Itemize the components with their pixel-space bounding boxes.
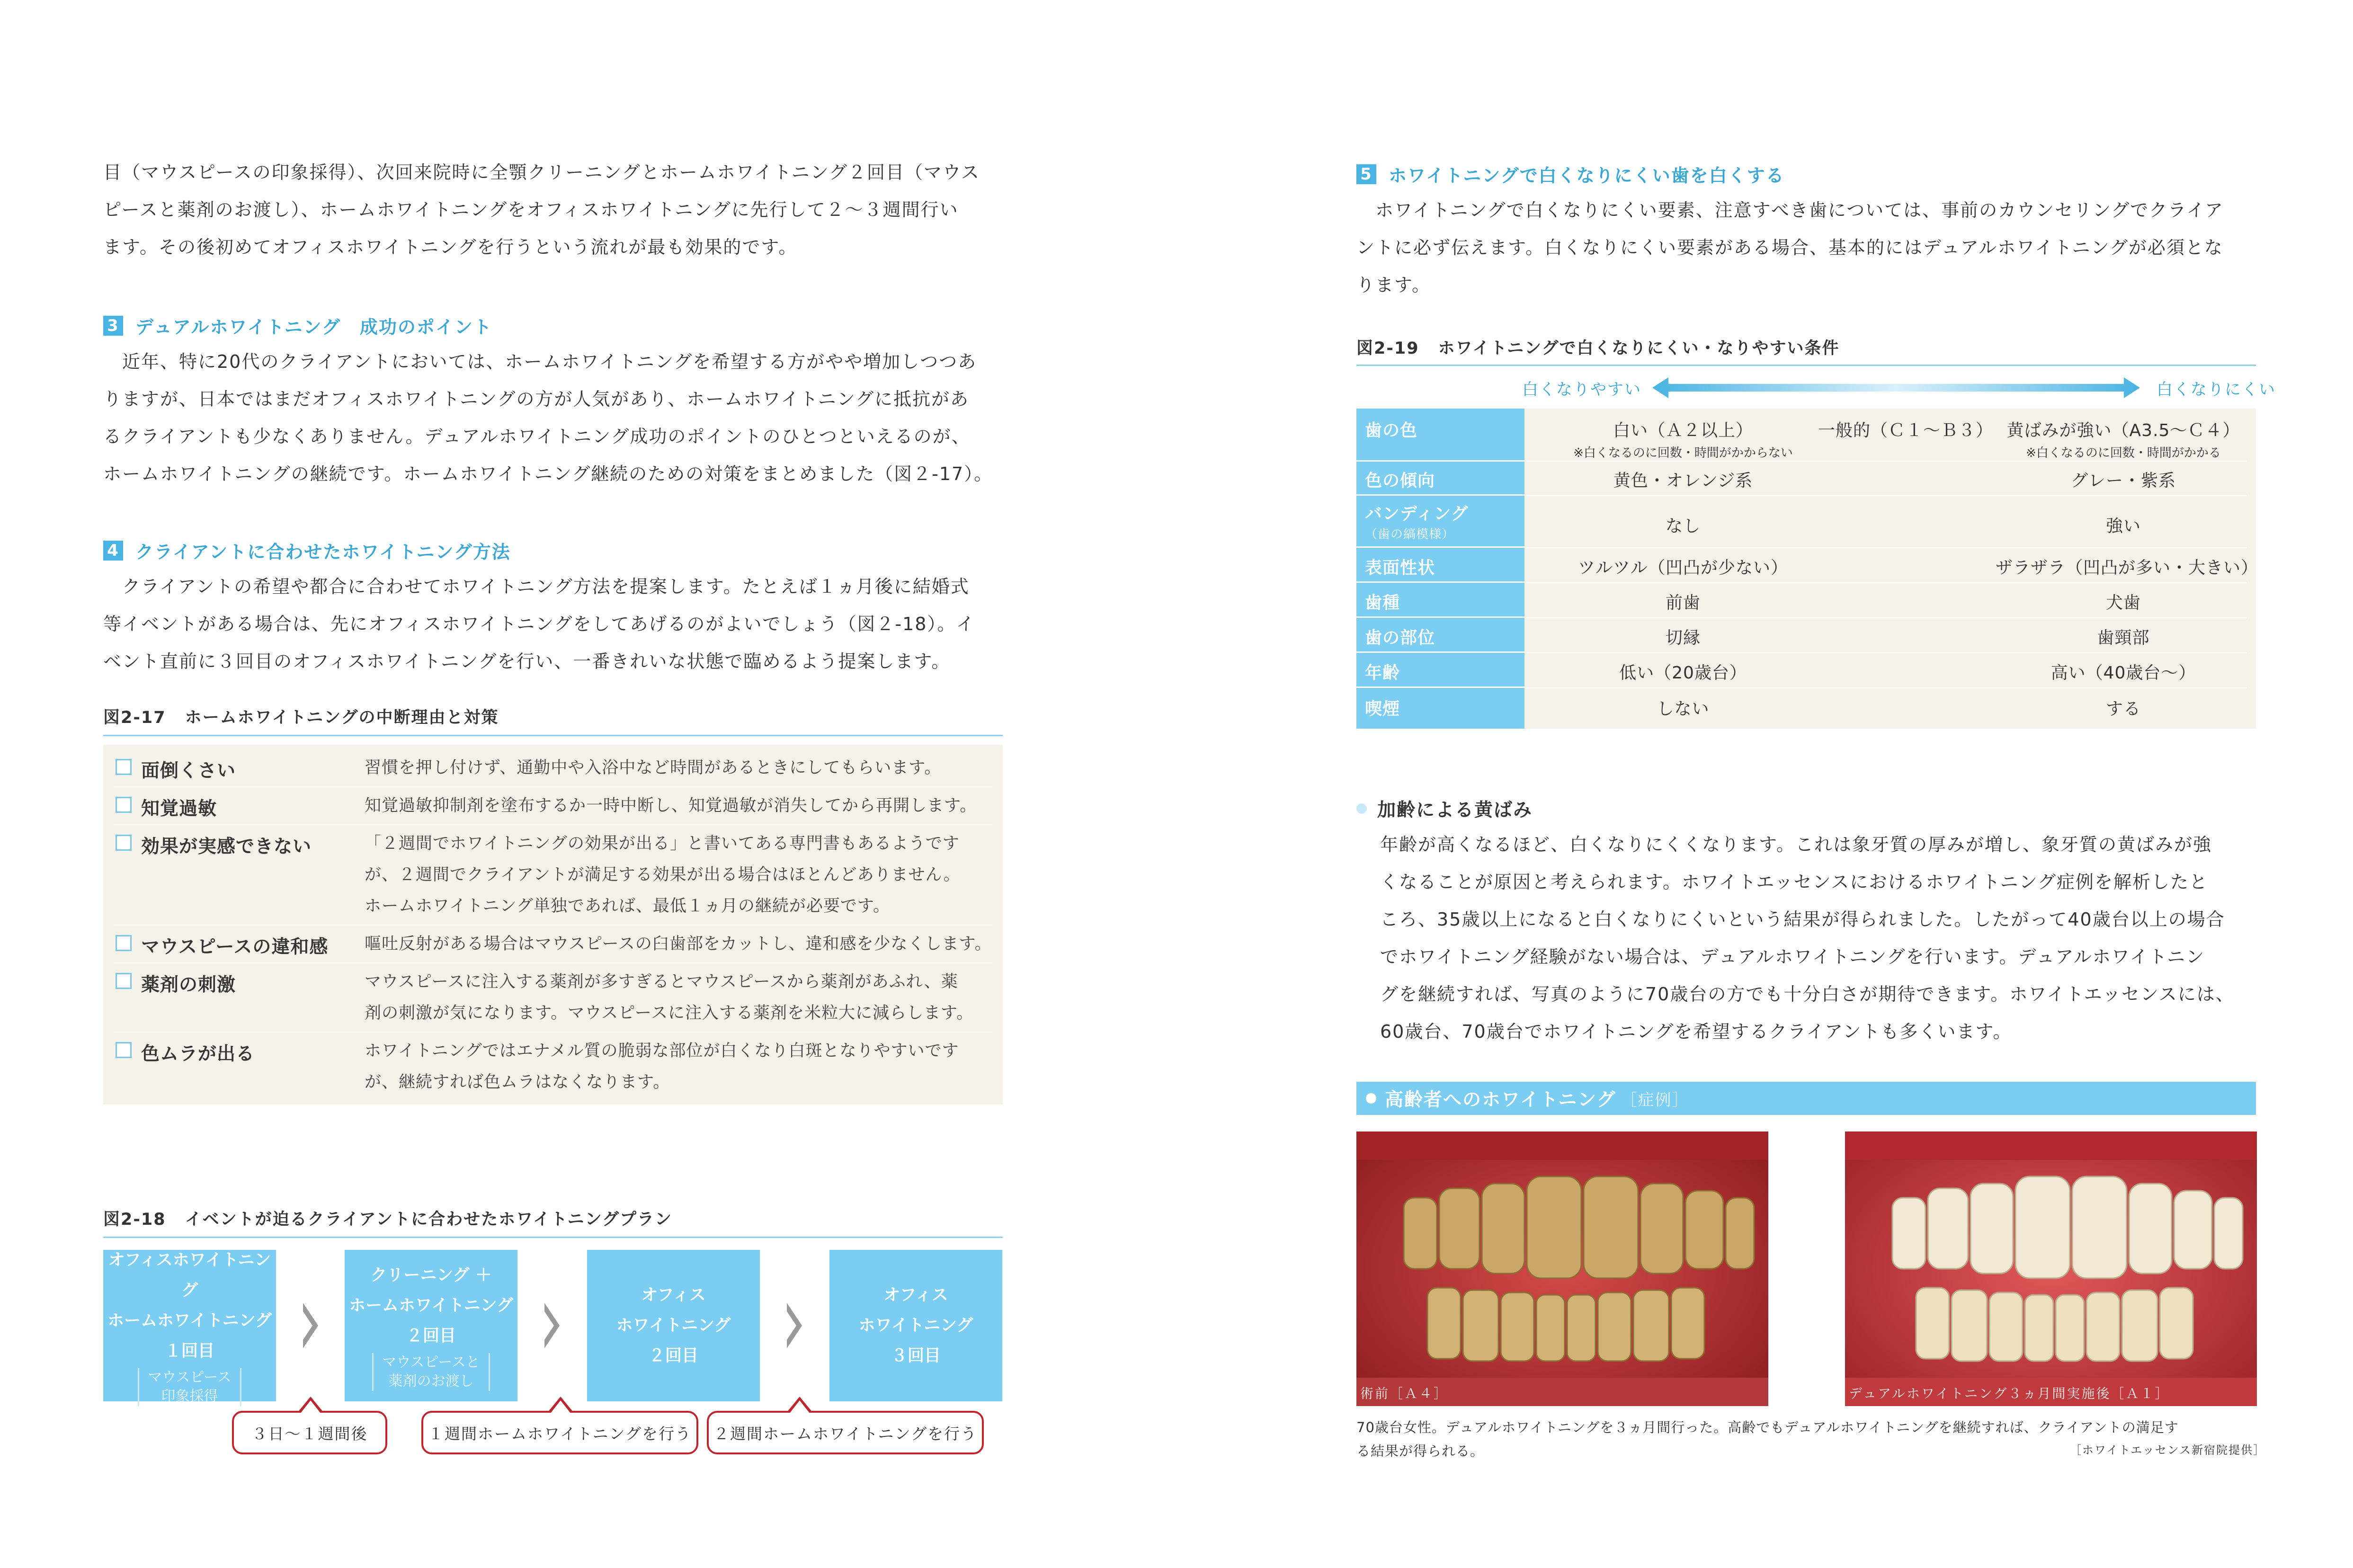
aging-body: 年齢が高くなるほど、白くなりにくくなります。これは象牙質の厚みが増し、象牙質の黄ばみが強 くなることが原因と考えられます。ホワイトエッセンスにおけるホワイトニング症例を解析したと ころ、35歳以上になると白くなりにくいという結果が得られました。したがって40歳台以上の場合 でホワイトニング経験がない場合は、デュアルホワイトニングを行います。デュアルホワイトニン グを継続すれば、写真のように70歳台の方でも十分白さが期待できます。ホワイトエッセンスには、 60歳台、70歳台でホワイトニングを希望するクライアントも多くいます。 bbox=[1380, 834, 2235, 1042]
figure-2-19-table: 歯の色 白い（Ａ２以上） ※白くなるのに回数・時間がかからない 一般的（Ｃ１〜Ｂ３） 黄ばみが強い（A3.5〜Ｃ４） ※白くなるのに回数・時間がかかる 色の傾向 黄色・オレンジ系 グレー・紫系 バンディング （歯の縞模様） なし 強い 表面性状 ツルツル（凹凸が少ない） ザラザラ（凹凸が多い・大きい） 歯種 前歯 犬歯 歯の部位 切縁 歯頸部 年齢 低い（20歳台） 高い（40歳台〜） 喫煙 しない する bbox=[1356, 409, 2256, 729]
before-photo bbox=[1356, 1131, 1768, 1406]
callout-interval-1: ３日〜１週間後 bbox=[232, 1411, 387, 1454]
row-header: 表面性状 bbox=[1356, 548, 1524, 583]
row-header: 歯の部位 bbox=[1356, 618, 1524, 653]
figure-2-17-title: 図2-17 ホームホワイトニングの中断理由と対策 bbox=[103, 704, 1003, 736]
chevron-right-icon bbox=[787, 1303, 802, 1348]
section-number: 5 bbox=[1356, 164, 1376, 184]
callout-interval-3: ２週間ホームホワイトニングを行う bbox=[707, 1411, 984, 1454]
checkbox-icon bbox=[116, 935, 132, 951]
table-row: 効果が実感できない 「２週間でホワイトニングの効果が出る」と書いてある専門書もあるようです が、２週間でクライアントが満足する効果が出る場合はほとんどありません。 ホームホワイトニング単独であれば、最低１ヵ月の継続が必要です。 bbox=[114, 825, 992, 926]
after-caption: デュアルホワイトニング３ヵ月間実施後［Ａ１］ bbox=[1849, 1386, 2170, 1401]
table-row: 面倒くさい 習慣を押し付けず、通勤中や入浴中など時間があるときにしてもらいます。 bbox=[114, 749, 992, 787]
table-row: マウスピースの違和感 嘔吐反射がある場合はマウスピースの臼歯部をカットし、違和感を少なくします。 bbox=[114, 926, 992, 963]
table-row: 薬剤の刺激 マウスピースに注入する薬剤が多すぎるとマウスピースから薬剤があふれ、薬 剤の刺激が気になります。マウスピースに注入する薬剤を米粒大に減らします。 bbox=[114, 963, 992, 1033]
row-header: 年齢 bbox=[1356, 653, 1524, 688]
hard-label: 白くなりにくい bbox=[2157, 380, 2276, 399]
row-header: 歯の色 bbox=[1356, 409, 1524, 462]
plan-step-4: オフィス ホワイトニング ３回目 bbox=[829, 1250, 1002, 1401]
section-5-body: ホワイトニングで白くなりにくい要素、注意すべき歯については、事前のカウンセリングでクライア ントに必ず伝えます。白くなりにくい要素がある場合、基本的にはデュアルホワイトニングが必須とな ります。 bbox=[1356, 200, 2224, 295]
section-title: デュアルホワイトニング 成功のポイント bbox=[135, 317, 492, 338]
right-page bbox=[1176, 0, 2353, 1568]
checkbox-icon bbox=[116, 1042, 132, 1058]
table-row: 知覚過敏 知覚過敏抑制剤を塗布するか一時中断し、知覚過敏が消失してから再開します。 bbox=[114, 787, 992, 825]
figure-2-17-table bbox=[103, 745, 1003, 1105]
plan-step-2: クリーニング ＋ ホームホワイトニング ２回目 マウスピースと 薬剤のお渡し bbox=[345, 1250, 517, 1401]
table-row: 色ムラが出る ホワイトニングではエナメル質の脆弱な部位が白くなり白斑となりやすいです が、継続すれば色ムラはなくなります。 bbox=[114, 1033, 992, 1101]
section-3-heading bbox=[103, 312, 492, 339]
aging-heading: 加齢による黄ばみ bbox=[1356, 795, 1533, 822]
easy-label: 白くなりやすい bbox=[1522, 380, 1641, 399]
chevron-right-icon bbox=[544, 1303, 560, 1348]
checkbox-icon bbox=[116, 797, 132, 813]
chevron-right-icon bbox=[303, 1303, 318, 1348]
section-number: 4 bbox=[103, 541, 123, 561]
gradient-arrow-icon bbox=[1652, 376, 2140, 399]
left-page bbox=[0, 0, 1176, 1568]
row-header: 歯種 bbox=[1356, 583, 1524, 618]
callout-interval-2: １週間ホームホワイトニングを行う bbox=[421, 1411, 698, 1454]
section-title: ホワイトニングで白くなりにくい歯を白くする bbox=[1389, 165, 1785, 186]
figure-2-18-title: 図2-18 イベントが迫るクライアントに合わせたホワイトニングプラン bbox=[103, 1206, 1003, 1238]
section-3-body: 近年、特に20代のクライアントにおいては、ホームホワイトニングを希望する方がやや増加しつつあ りますが、日本ではまだオフィスホワイトニングの方が人気があり、ホームホワイトニングに抵抗があ るクライアントも少なくありません。デュアルホワイトニング成功のポイントのひとつといえるのが、 ホームホワイトニングの継続です。ホームホワイトニング継続のための対策をまとめました（図２-17）。 bbox=[103, 351, 993, 484]
row-header: バンディング （歯の縞模様） bbox=[1356, 496, 1524, 548]
before-caption: 術前［Ａ４］ bbox=[1360, 1386, 1449, 1401]
figure-2-19-title: 図2-19 ホワイトニングで白くなりにくい・なりやすい条件 bbox=[1356, 339, 1840, 358]
plan-step-3: オフィス ホワイトニング ２回目 bbox=[587, 1250, 760, 1401]
bullet-icon bbox=[1356, 803, 1367, 814]
section-4-heading bbox=[103, 537, 511, 563]
photo-credit: ［ホワイトエッセンス新宿院提供］ bbox=[2069, 1443, 2265, 1457]
section-title: クライアントに合わせたホワイトニング方法 bbox=[135, 542, 511, 562]
row-header: 色の傾向 bbox=[1356, 462, 1524, 496]
row-header: 喫煙 bbox=[1365, 699, 1400, 719]
section-5-heading bbox=[1356, 161, 1785, 187]
plan-step-1: オフィスホワイトニング ホームホワイトニング １回目 マウスピース 印象採得 bbox=[103, 1250, 276, 1401]
section-number: 3 bbox=[103, 316, 123, 336]
checkbox-icon bbox=[116, 759, 132, 775]
bullet-icon bbox=[1366, 1093, 1376, 1104]
checkbox-icon bbox=[116, 973, 132, 989]
checkbox-icon bbox=[116, 835, 132, 851]
case-header: 高齢者へのホワイトニング ［症例］ bbox=[1356, 1082, 2256, 1115]
section-4-body: クライアントの希望や都合に合わせてホワイトニング方法を提案します。たとえば１ヵ月後に結婚式 等イベントがある場合は、先にオフィスホワイトニングをしてあげるのがよいでしょう（図２-18）。イ ベント直前に３回目のオフィスホワイトニングを行い、一番きれいな状態で臨めるよう提案します。 bbox=[103, 576, 975, 672]
intro-paragraph: 目（マウスピースの印象採得）、次回来院時に全顎クリーニングとホームホワイトニング２回目（マウス ピースと薬剤のお渡し）、ホームホワイトニングをオフィスホワイトニングに先行して２〜３週間行い ます。その後初めてオフィスホワイトニングを行うという流れが最も効果的です。 bbox=[103, 162, 980, 258]
title-rule bbox=[1356, 365, 2256, 366]
case-caption: 70歳台女性。デュアルホワイトニングを３ヵ月間行った。高齢でもデュアルホワイトニングを継続すれば、クライアントの満足す る結果が得られる。 bbox=[1356, 1419, 2179, 1459]
after-photo bbox=[1845, 1131, 2257, 1406]
